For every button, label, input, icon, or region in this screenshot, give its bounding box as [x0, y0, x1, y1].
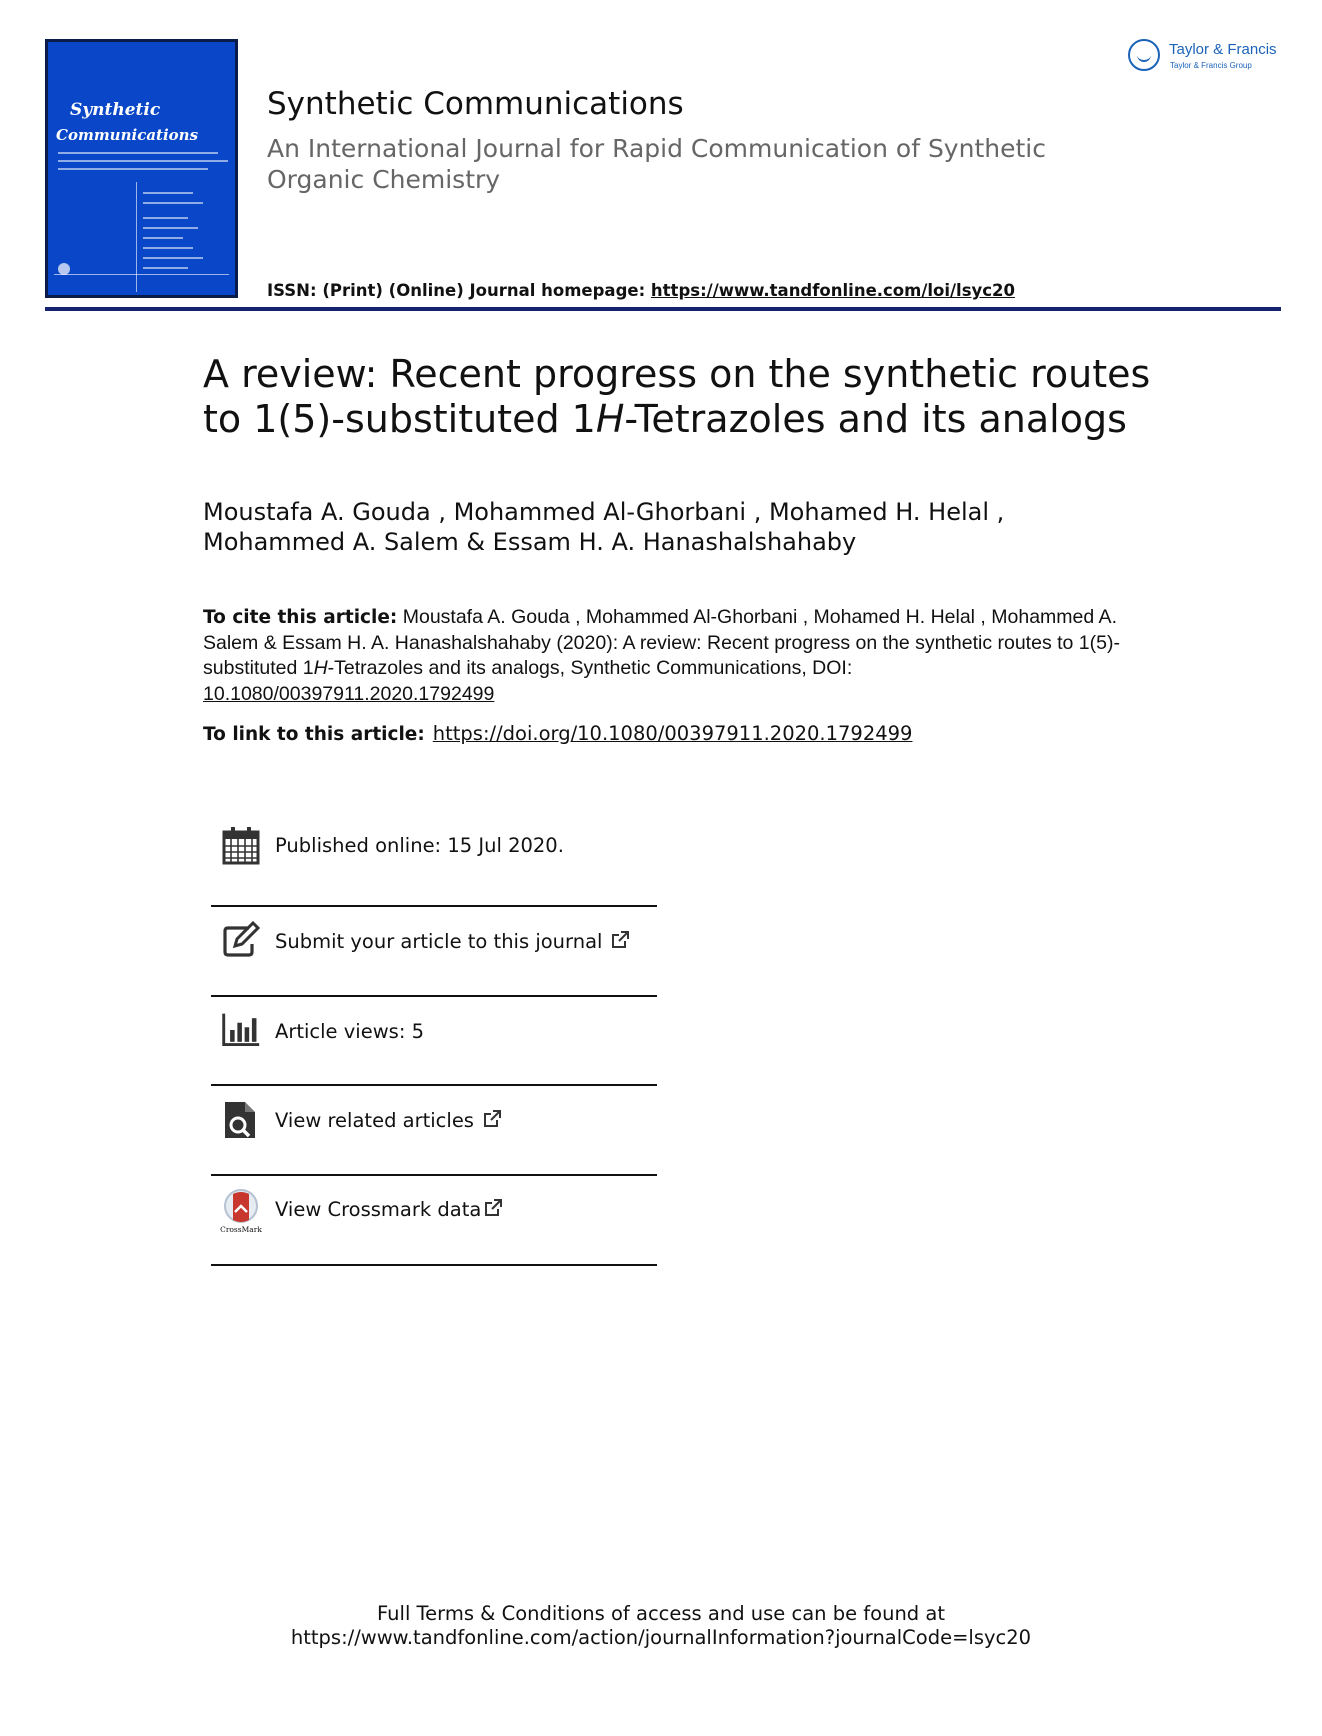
issn-line: [267, 281, 1015, 300]
article-title-part1: A review: Recent progress on the synthetic routes to 1(5)-substituted 1: [203, 352, 1151, 441]
article-title-italic: H: [595, 397, 625, 441]
publisher-logo-icon: [1128, 39, 1160, 71]
cover-text-line: [58, 168, 208, 170]
edit-icon: [221, 920, 261, 960]
cover-footer: [54, 274, 229, 289]
citation-block: [203, 605, 1143, 707]
crossmark-link[interactable]: [275, 1198, 503, 1221]
cover-text-line: [143, 247, 193, 249]
submit-article-label: Submit your article to this journal: [275, 930, 603, 953]
authors-line2: Mohammed A. Salem & Essam H. A. Hanashalshahaby: [203, 528, 857, 556]
citation-text-italic: H: [313, 657, 328, 679]
cover-title-line2: Communications: [56, 126, 199, 144]
related-articles-link[interactable]: [275, 1109, 502, 1132]
info-divider: [211, 905, 657, 907]
issn-label: ISSN: (Print) (Online) Journal homepage:: [267, 281, 651, 300]
journal-homepage-link[interactable]: https://www.tandfonline.com/loi/lsyc20: [650, 281, 1016, 300]
related-articles-label: View related articles: [275, 1109, 474, 1132]
submit-article-row[interactable]: [211, 918, 657, 968]
article-views-row: [211, 1008, 657, 1058]
footer-url[interactable]: https://www.tandfonline.com/action/journalInformation?journalCode=lsyc20: [290, 1626, 1032, 1649]
external-link-icon: [610, 930, 630, 950]
taylor-francis-logo[interactable]: [1128, 38, 1288, 78]
cover-text-line: [143, 217, 188, 219]
external-link-icon: [482, 1109, 502, 1129]
bar-chart-icon: [221, 1010, 261, 1050]
cover-text-line: [143, 202, 203, 204]
info-divider: [211, 1264, 657, 1266]
article-link-label: To link to this article:: [203, 724, 425, 745]
crossmark-row[interactable]: [211, 1188, 657, 1238]
related-articles-row[interactable]: [211, 1098, 657, 1148]
publisher-name: Taylor & Francis: [1169, 41, 1277, 58]
published-online-text: Published online: 15 Jul 2020.: [275, 834, 564, 857]
journal-subtitle: An International Journal for Rapid Communication of Synthetic Organic Chemistry: [267, 134, 1046, 194]
crossmark-icon: [219, 1188, 263, 1234]
citation-doi-link[interactable]: 10.1080/00397911.2020.1792499: [203, 682, 495, 705]
authors: [203, 497, 1163, 557]
citation-text-part1: Moustafa A. Gouda , Mohammed Al-Ghorbani , Mohamed H. Helal , Mohammed A. Salem & Essam H. A. Hanashalshahaby (2020): A review: Recent progress on the synthetic routes to 1(5)-substituted 1: [203, 606, 1120, 679]
journal-title: Synthetic Communications: [267, 86, 684, 122]
article-title: [203, 352, 1163, 442]
info-divider: [211, 1174, 657, 1176]
cover-text-line: [143, 267, 188, 269]
citation-text-part2: -Tetrazoles and its analogs, Synthetic Communications, DOI:: [327, 657, 853, 679]
crossmark-label: View Crossmark data: [275, 1198, 482, 1221]
cover-text-line: [143, 237, 183, 239]
cover-text-line: [143, 227, 198, 229]
info-divider: [211, 995, 657, 997]
article-link-block: [203, 722, 912, 745]
cover-title-line1: Synthetic: [70, 100, 161, 120]
cover-text-line: [143, 257, 203, 259]
submit-article-link[interactable]: [275, 930, 630, 953]
cover-text-line: [58, 160, 228, 162]
calendar-icon: [221, 826, 261, 866]
search-document-icon: [221, 1100, 261, 1140]
info-divider: [211, 1084, 657, 1086]
terms-footer: [0, 1602, 1322, 1650]
external-link-icon: [483, 1198, 503, 1218]
article-doi-url[interactable]: https://doi.org/10.1080/00397911.2020.1792499: [432, 722, 913, 745]
cover-text-line: [143, 192, 193, 194]
authors-line1: Moustafa A. Gouda , Mohammed Al-Ghorbani , Mohamed H. Helal ,: [203, 498, 1005, 526]
header-divider: [45, 307, 1281, 311]
footer-line1: Full Terms & Conditions of access and use can be found at: [377, 1602, 945, 1625]
published-online-row: [211, 826, 657, 876]
article-title-part2: -Tetrazoles and its analogs: [624, 397, 1127, 441]
crossmark-logo-text: CrossMark: [220, 1225, 262, 1234]
cover-text-line: [58, 152, 218, 154]
publisher-group: Taylor & Francis Group: [1170, 61, 1252, 70]
article-views-text: Article views: 5: [275, 1020, 424, 1043]
journal-cover: [45, 39, 238, 298]
citation-label: To cite this article:: [203, 607, 398, 628]
